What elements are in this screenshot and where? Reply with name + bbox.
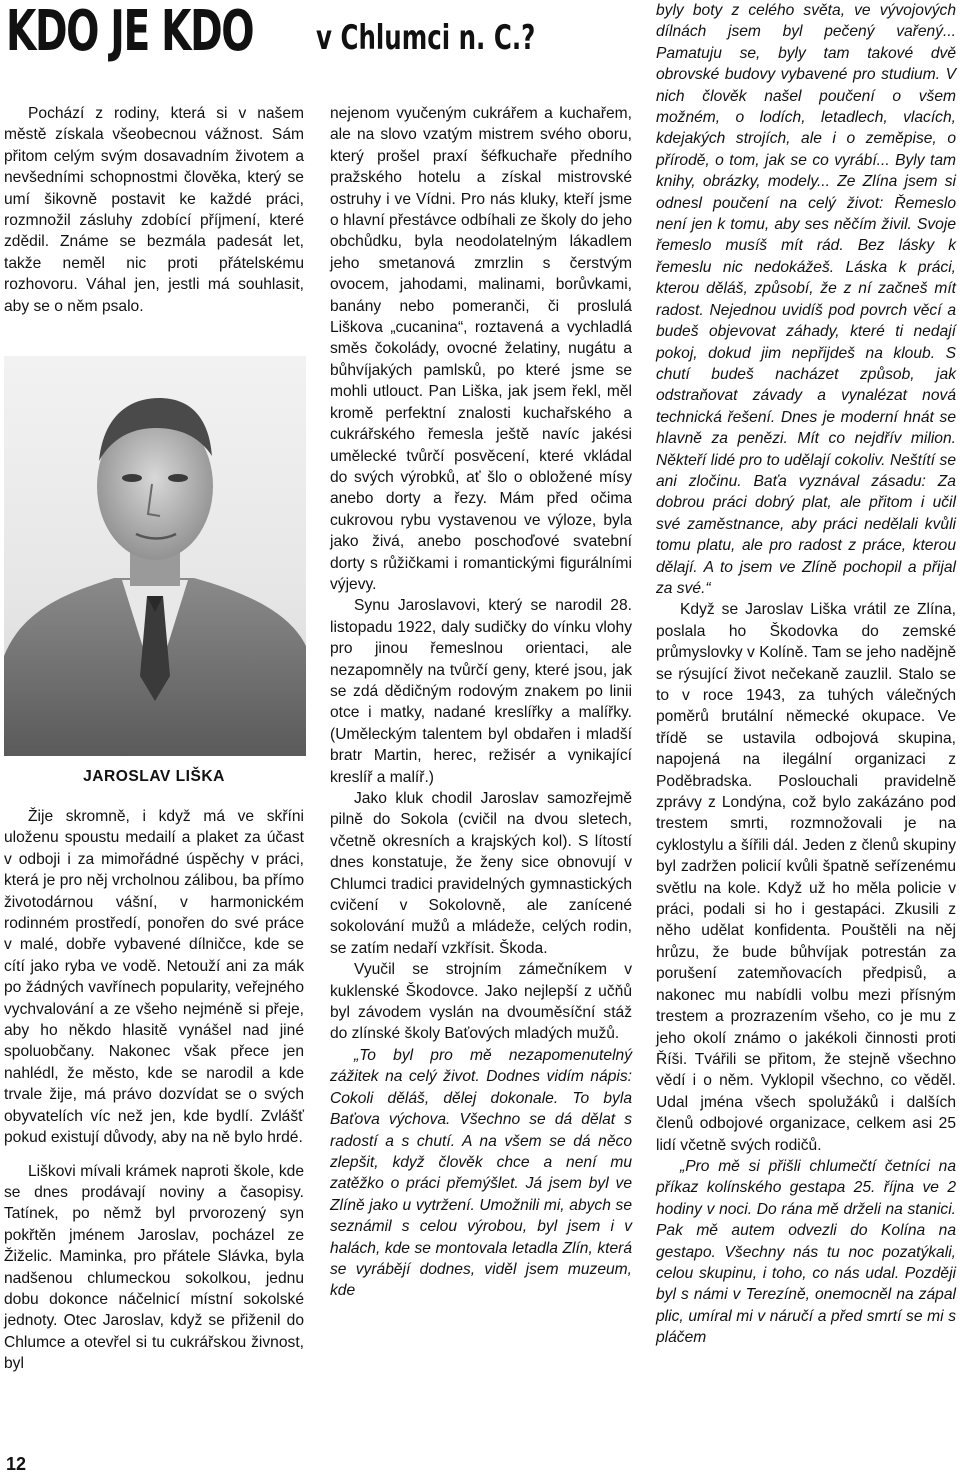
quote-paragraph: „To byl pro mě nezapomenutelný zážitek na celý život. Dodnes vidím nápis: Cokoli děláš, dělej dokonale. To byla Baťova výchova. Všechno se dá dělat s radostí a s chutí. A na všem se dá něco zlepšit, když člověk chce a není mu zatěžko o práci přemýšlet. Já jsem byl ve Zlíně jako u vytržení. Umožnili mi, abych se seznámil s celou výrobou, byl jsem i v halách, kde se montovala letadla Zlín, která se vyrábějí dodnes, viděl jsem muzeum, kde bbox=[330, 1046, 632, 1300]
page-number: 12 bbox=[6, 1454, 27, 1474]
paragraph: Když se Jaroslav Liška vrátil ze Zlína, poslala ho Škodovka do zemské průmyslovky v Kolíně. Tam se jeho nadějně se rýsující život nečekaně zauzlil. Stalo se to v roce 1943, za tuhých válečných poměrů brutální německé okupace. Ve třídě se ustavila odbojová skupina, napojená na ilegální organizaci z Poděbradska. Poslouchali pravidelně zprávy z Londýna, což bylo zakázáno pod trestem smrti, rozmnožovali je na cyklostylu a šířili dál. Jeden z členů skupiny byl zadržen policií kvůli špatně seřízenému světlu na kole. Když už ho měla policie v práci, podali si ho i gestapáci. Zkusili z něho udělat konfidenta. Pouštěli na něj hrůzu, že bude bůhvíjak potrestán za porušení zatemňovacích předpisů, a nakonec mu nabídli volbu mezi přísným trestem a prozrazením všeho, co je mu z jeho okolí známo o jakékoli činnosti proti Říši. Tvářili se přitom, že stejně všechno vědí i o něm. Vyklopil všechno, co věděl. Udal jména všech spolužáků i dalších členů odbojové organizace, celkem asi 25 lidí včetně svých rodičů. bbox=[656, 601, 956, 1154]
intro-paragraph: Pochází z rodiny, která si v našem městě získala všeobecnou vážnost. Sám přitom celým svým dosavadním životem a nevšedními schopnostmi člověka, který se umí šikovně postavit ke každé práci, rozmnožil zásluhy zdobící příjmení, které zdědil. Známe se bezmála padesát let, takže neměl nic proti přátelskému rozhovoru. Váhal jen, jestli má souhlasit, aby se o něm psalo. bbox=[4, 105, 304, 315]
portrait-photo bbox=[4, 356, 306, 756]
paragraph: Žije skromně, i když má ve skříni uloženu spoustu medailí a plaket za účast v odboji i za mimořádné úspěchy v práci, která je pro něj vrcholnou zálibou, ba přímo životodárnou vášní, v harmonickém rodinném prostředí, ponořen do své práce v malé, dobře vybavené dílničce, kde se cítí jako ryba ve vodě. Netouží ani za mák po žádných vavřínech popularity, veřejného vychvalování a ze všeho nejméně si přeje, aby ho někdo hlasitě vynášel nad jiné spoluobčany. Nakonec však přece jen nahlédl, že město, kde se narodil a kde trvale žije, má právo dozvídat se o svých obyvatelích víc než jen, kde bydlí. Zvlášť pokud existují důvody, aby na ně bylo hrdé. bbox=[4, 808, 304, 1147]
paragraph: Liškovi mívali krámek naproti škole, kde se dnes prodávají noviny a časopisy. Tatínek, po němž byl prvorozený syn pokřtěn jménem Jaroslav, pocházel ze Žiželic. Maminka, pro přátele Slávka, byla nadšenou chlumeckou sokolkou, jednu dobu dokonce náčelnicí místní sokolské jednoty. Otec Jaroslav, když se přiženil do Chlumce a otevřel si tu cukrářskou živnost, byl bbox=[4, 1162, 304, 1373]
column-3 bbox=[656, 0, 956, 1349]
paragraph: Vyučil se strojním zámečníkem v kuklenské Škodovce. Jako nejlepší z učňů byl závodem vyslán na dvouměsíční stáž do zlínské školy Baťových mladých mužů. bbox=[330, 961, 632, 1043]
paragraph: nejenom vyučeným cukrářem a kuchařem, ale na slovo vzatým mistrem svého oboru, který prošel praxí šéfkuchaře předního pražského hotelu a získal mistrovské ostruhy i ve Vídni. Pro nás kluky, kteří jsme o hlavní přestávce odbíhali ze školy do jeho obchůdku, byla neodolatelným lákadlem jeho smetanová zmrzlin s čerstvým ovocem, jahodami, malinami, borůvkami, banány nebo pomeranči, či proslulá Liškova „cucanina“, roztavená a vychladlá směs čokolády, ovocné želatiny, nugátu a bůhvíjakých pamlsků, po které jsme se mohli utlouct. Pan Liška, jak jsem řekl, měl kromě perfektní znalosti kuchařského a cukrářského řemesla ještě navíc jakési umělecké tvůrčí posvěcení, které vkládal do svých výrobků, ať šlo o obložené mísy anebo dorty a řezy. Mám před očima cukrovou rybu vystavenou ve výloze, byla jako živá, anebo poschoďové svatební dorty s růžičkami i romantickými figurálními výjevy. bbox=[330, 105, 632, 593]
article-headline bbox=[6, 0, 536, 64]
column-1-body bbox=[4, 806, 304, 1375]
paragraph: Jako kluk chodil Jaroslav samozřejmě pilně do Sokola (cvičil na dvou sletech, včetně okresních a krajských kol). S lítostí dnes konstatuje, že ženy sice obnovují v Chlumci tradici pravidelných gymnastických cvičení v Sokolovně, ale zanícené sokolování mužů a mládeže, celých rodin, se zatím nedaří vzkřísit. Škoda. bbox=[330, 790, 632, 957]
photo-caption: JAROSLAV LIŠKA bbox=[83, 768, 225, 785]
headline-main: KDO JE KDO bbox=[6, 0, 254, 64]
paragraph: Synu Jaroslavovi, který se narodil 28. listopadu 1922, daly sudičky do vínku vlohy pro jinou řemeslnou orientaci, ale nezapomněly na tvůrčí geny, které jsou, jak se zdá dědičným rodovým znakem po linii otce i matky, nadané kreslířky a malířky. (Uměleckým talentem byl obdařen i mladší bratr Martin, herec, režisér a vynikající kreslíř a malíř.) bbox=[330, 597, 632, 786]
portrait-illustration bbox=[4, 356, 306, 756]
headline-sub: v Chlumci n. C.? bbox=[316, 18, 536, 58]
column-2 bbox=[330, 103, 632, 1302]
column-1-intro bbox=[4, 103, 304, 317]
quote-paragraph: „Pro mě si přišli chlumečtí četníci na příkaz kolínského gestapa 25. října ve 2 hodiny v noci. Do rána mě drželi na stanici. Pak mě autem odvezli do Kolína na gestapo. Všechny nás tu noc pozatýkali, celou skupinu, i toho, co nás udal. Později byl s námi v Terezíně, onemocněl na zápal plic, umíral mi v náručí a před smrtí se mi s pláčem bbox=[656, 1157, 956, 1347]
quote-paragraph: byly boty z celého světa, ve vývojových dílnách jsem byl pečený vařený... Pamatuju se, byly tam takové dvě obrovské budovy vybavené pro studium. V nich člověk našel poučení o všem možném, o lodích, letadlech, vlacích, kdejakých strojích, ale i o zeměpise, o přírodě, o tom, jak se co vyrábí... Byly tam knihy, obrázky, modely... Ze Zlína jsem si odnesl poučení na celý život: Řemeslo není jen k tomu, aby ses něčím živil. Svoje řemeslo musíš mít rád. Bez lásky k řemeslu nic nedokážeš. Láska k práci, kterou děláš, způsobí, že z ní začneš mít radost. Nejednou uvidíš pod povrch věcí a budeš objevovat záhady, které ti nedají pokoj, dokud jim nepřijdeš na kloub. S chutí budeš nacházet způsob, jak odstraňovat závady a vynalézat nová technická řešení. Dnes je moderní hnát se hlavně za penězi. Mít co nejdřív milion. Někteří lidé pro to udělají cokoliv. Neštítí se ani zločinu. Baťa vyznával zásadu: Za dobrou práci dobrý plat, ale přitom i učil své zaměstnance, aby práci nedělali kvůli tomu platu, ale pro radost z práce, kterou dělají. A to jsem ve Zlíně pochopil a přijal za své.“ bbox=[656, 2, 956, 597]
